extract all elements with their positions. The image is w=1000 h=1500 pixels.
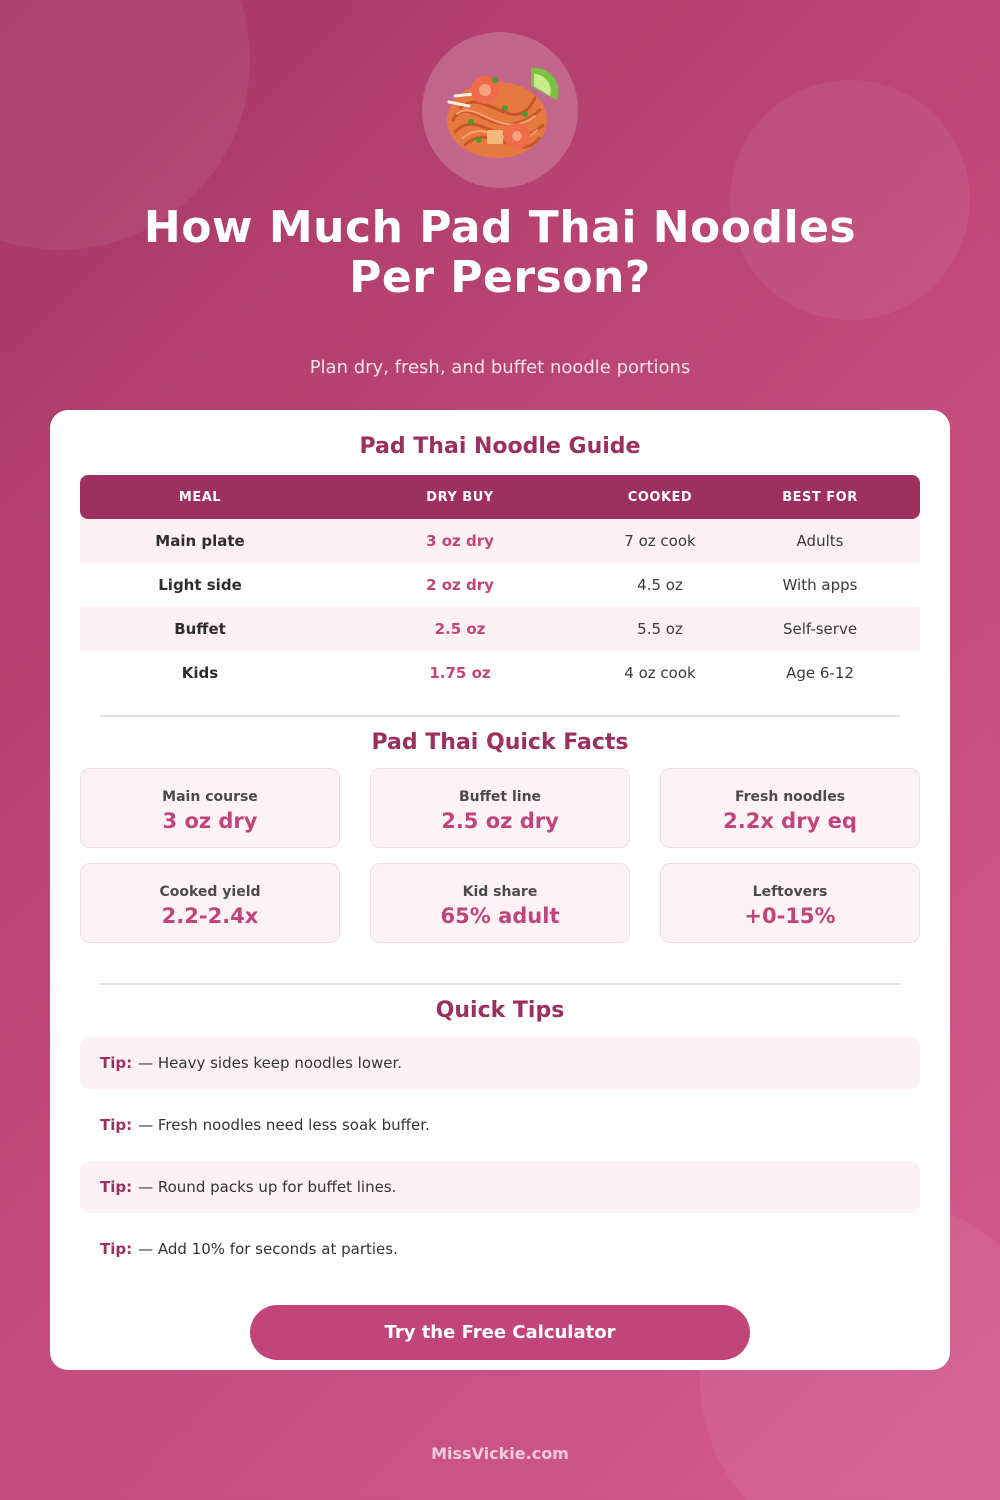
- cooked-cell: 7 oz cook: [624, 532, 696, 550]
- section-divider: [100, 983, 900, 985]
- dry-buy-cell: 2 oz dry: [426, 576, 494, 594]
- best-for-cell: Adults: [796, 532, 844, 550]
- try-calculator-button[interactable]: Try the Free Calculator: [250, 1305, 750, 1360]
- fact-value: 2.5 oz dry: [441, 809, 559, 833]
- fact-value: 2.2x dry eq: [723, 809, 857, 833]
- fact-card: [80, 768, 340, 848]
- page-subtitle: Plan dry, fresh, and buffet noodle portions: [309, 357, 691, 378]
- meal-cell: Buffet: [174, 620, 226, 638]
- column-header-meal: MEAL: [178, 489, 222, 505]
- column-header-best-for: BEST FOR: [782, 489, 858, 505]
- best-for-cell: With apps: [782, 576, 858, 594]
- table-row: [80, 519, 920, 563]
- table-row: [80, 563, 920, 607]
- best-for-cell: Self-serve: [782, 620, 858, 638]
- tip-label: Tip:: [100, 1240, 133, 1258]
- facts-title: Pad Thai Quick Facts: [371, 730, 629, 755]
- fact-label: Leftovers: [752, 884, 828, 900]
- fact-label: Fresh noodles: [734, 789, 846, 805]
- fact-card: [660, 768, 920, 848]
- meal-cell: Main plate: [155, 532, 245, 550]
- pad-thai-noodle-bowl-icon: [435, 50, 565, 170]
- footer-brand: MissVickie.com: [431, 1444, 569, 1463]
- dry-buy-cell: 3 oz dry: [426, 532, 494, 550]
- fact-value: 2.2-2.4x: [161, 904, 259, 928]
- dry-buy-cell: 2.5 oz: [434, 620, 486, 638]
- quick-tips-list: [80, 1037, 920, 1285]
- hero-icon-badge: [422, 32, 578, 188]
- column-header-dry-buy: DRY BUY: [426, 489, 494, 505]
- table-header: [80, 475, 920, 519]
- fact-value: 3 oz dry: [162, 809, 258, 833]
- guide-title: Pad Thai Noodle Guide: [359, 434, 641, 459]
- title-line-1: How Much Pad Thai Noodles: [143, 202, 857, 253]
- cooked-cell: 5.5 oz: [637, 620, 683, 638]
- fact-value: 65% adult: [440, 904, 560, 928]
- tip-text: — Heavy sides keep noodles lower.: [138, 1054, 403, 1072]
- fact-label: Main course: [162, 789, 258, 805]
- column-header-cooked: COOKED: [627, 489, 693, 505]
- table-row: [80, 651, 920, 695]
- tip-label: Tip:: [100, 1054, 133, 1072]
- dry-buy-cell: 1.75 oz: [429, 664, 491, 682]
- fact-value: +0-15%: [744, 904, 836, 928]
- tip-label: Tip:: [100, 1178, 133, 1196]
- list-item: [80, 1161, 920, 1213]
- tip-text: — Add 10% for seconds at parties.: [138, 1240, 398, 1258]
- tip-text: — Round packs up for buffet lines.: [138, 1178, 397, 1196]
- meal-cell: Light side: [158, 576, 242, 594]
- fact-label: Cooked yield: [159, 884, 261, 900]
- fact-card: [660, 863, 920, 943]
- fact-card: [370, 768, 630, 848]
- tip-label: Tip:: [100, 1116, 133, 1134]
- fact-card: [370, 863, 630, 943]
- fact-label: Kid share: [462, 884, 538, 900]
- table-row: [80, 607, 920, 651]
- list-item: [80, 1037, 920, 1089]
- cooked-cell: 4 oz cook: [624, 664, 696, 682]
- page-title: [100, 203, 900, 303]
- fact-card: [80, 863, 340, 943]
- list-item: [80, 1223, 920, 1275]
- section-divider: [100, 715, 900, 717]
- noodle-guide-table: [80, 475, 920, 695]
- list-item: [80, 1099, 920, 1151]
- cooked-cell: 4.5 oz: [637, 576, 683, 594]
- tip-text: — Fresh noodles need less soak buffer.: [138, 1116, 430, 1134]
- title-line-2: Per Person?: [349, 252, 651, 303]
- best-for-cell: Age 6-12: [786, 664, 854, 682]
- content-card: [50, 410, 950, 1370]
- tips-title: Quick Tips: [435, 998, 565, 1023]
- fact-label: Buffet line: [458, 789, 542, 805]
- meal-cell: Kids: [181, 664, 219, 682]
